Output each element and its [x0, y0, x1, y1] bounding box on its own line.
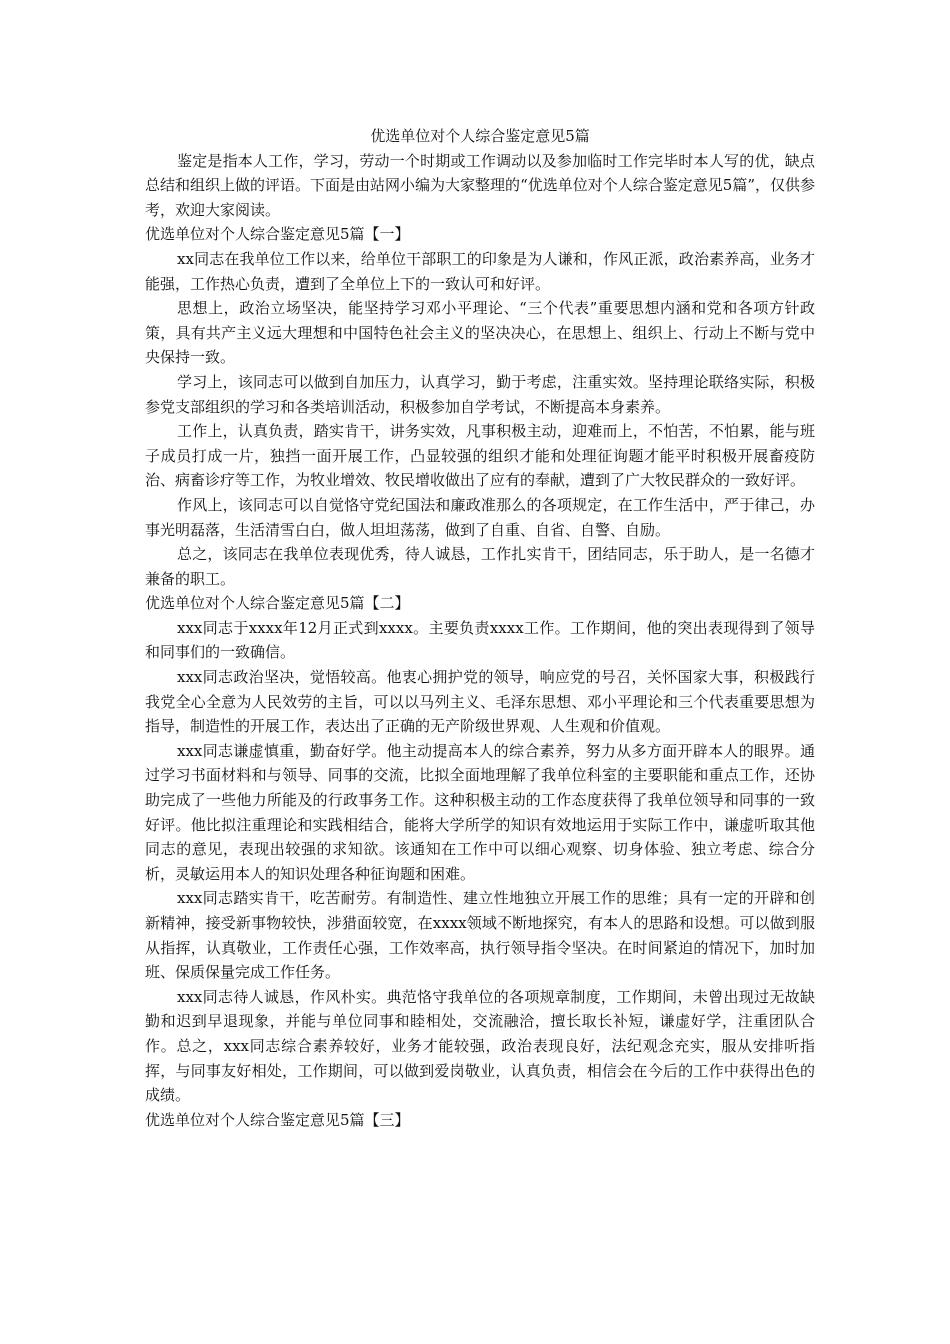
section-1-paragraph: xx同志在我单位工作以来，给单位干部职工的印象是为人谦和，作风正派，政治素养高，业务才能强，工作热心负责，遭到了全单位上下的一致认可和好评。: [145, 249, 815, 293]
section-1-paragraph: 作风上，该同志可以自觉恪守党纪国法和廉政准那么的各项规定，在工作生活中，严于律己，办事光明磊落，生活清雪白白，做人坦坦荡荡，做到了自重、自省、自警、自励。: [145, 495, 815, 539]
section-heading-1: 优选单位对个人综合鉴定意见5篇【一】: [145, 225, 410, 244]
section-1-paragraph: 工作上，认真负责，踏实肯干，讲务实效，凡事积极主动，迎难而上，不怕苦，不怕累，能与班子成员打成一片，独挡一面开展工作，凸显较强的组织才能和处理征询题才能平时积极开展畜疫防治、病畜诊疗等工作，为牧业增效、牧民增收做出了应有的奉献，遭到了广大牧民群众的一致好评。: [145, 422, 815, 490]
section-2-paragraph: xxx同志于xxxx年12月正式到xxxx。主要负责xxxx工作。工作期间，他的突出表现得到了领导和同事们的一致确信。: [145, 618, 815, 662]
section-1-paragraph: 总之，该同志在我单位表现优秀，待人诚恳，工作扎实肯干，团结同志，乐于助人，是一名德才兼备的职工。: [145, 545, 815, 588]
section-1-paragraph: 学习上，该同志可以做到自加压力，认真学习，勤于考虑，注重实效。坚持理论联络实际，积极参党支部组织的学习和各类培训活动，积极参加自学考试，不断提高本身素养。: [145, 372, 815, 416]
document-title: 优选单位对个人综合鉴定意见5篇: [370, 127, 590, 145]
section-heading-3: 优选单位对个人综合鉴定意见5篇【三】: [145, 1110, 410, 1129]
section-2-paragraph: xxx同志政治坚决，觉悟较高。他衷心拥护党的领导，响应党的号召，关怀国家大事，积极践行我党全心全意为人民效劳的主旨，可以以马列主义、毛泽东思想、邓小平理论和三个代表重要思想为指导，制造性的开展工作，表达出了正确的无产阶级世界观、人生观和价值观。: [145, 668, 815, 736]
section-2-paragraph: xxx同志踏实肯干，吃苦耐劳。有制造性、建立性地独立开展工作的思维；具有一定的开辟和创新精神，接受新事物较快，涉猎面较宽，在xxxx领域不断地探究，有本人的思路和设想。可以做到服从指挥，认真敬业，工作责任心强，工作效率高，执行领导指令坚决。在时间紧迫的情况下，加时加班、保质保量完成工作任务。: [145, 889, 815, 982]
section-2-paragraph: xxx同志待人诚恳，作风朴实。典范恪守我单位的各项规章制度，工作期间，未曾出现过无故缺勤和迟到早退现象，并能与单位同事和睦相处，交流融洽，擅长取长补短，谦虚好学，注重团队合作。总之，xxx同志综合素养较好，业务才能较强，政治表现良好，法纪观念充实，服从安排听指挥，与同事友好相处，工作期间，可以做到爱岗敬业，认真负责，相信会在今后的工作中获得出色的成绩。: [145, 987, 815, 1105]
document-body: [145, 124, 815, 1132]
section-2-paragraph: xxx同志谦虚慎重，勤奋好学。他主动提高本人的综合素养，努力从多方面开辟本人的眼界。通过学习书面材料和与领导、同事的交流，比拟全面地理解了我单位科室的主要职能和重点工作，还协助完成了一些他力所能及的行政事务工作。这种积极主动的工作态度获得了我单位领导和同事的一致好评。他比拟注重理论和实践相结合，能将大学所学的知识有效地运用于实际工作中，谦虚听取其他同志的意见，表现出较强的求知欲。该通知在工作中可以细心观察、切身体验、独立考虑、综合分析，灵敏运用本人的知识处理各种征询题和困难。: [145, 741, 815, 883]
section-heading-2: 优选单位对个人综合鉴定意见5篇【二】: [145, 594, 410, 613]
section-1-paragraph: 思想上，政治立场坚决，能坚持学习邓小平理论、“三个代表”重要思想内涵和党和各项方针政策，具有共产主义远大理想和中国特色社会主义的坚决决心，在思想上、组织上、行动上不断与党中央保持一致。: [145, 299, 815, 367]
intro-paragraph: 鉴定是指本人工作，学习，劳动一个时期或工作调动以及参加临时工作完毕时本人写的优，缺点总结和组织上做的评语。下面是由站网小编为大家整理的“优选单位对个人综合鉴定意见5篇”，仅供参考，欢迎大家阅读。: [145, 151, 815, 219]
